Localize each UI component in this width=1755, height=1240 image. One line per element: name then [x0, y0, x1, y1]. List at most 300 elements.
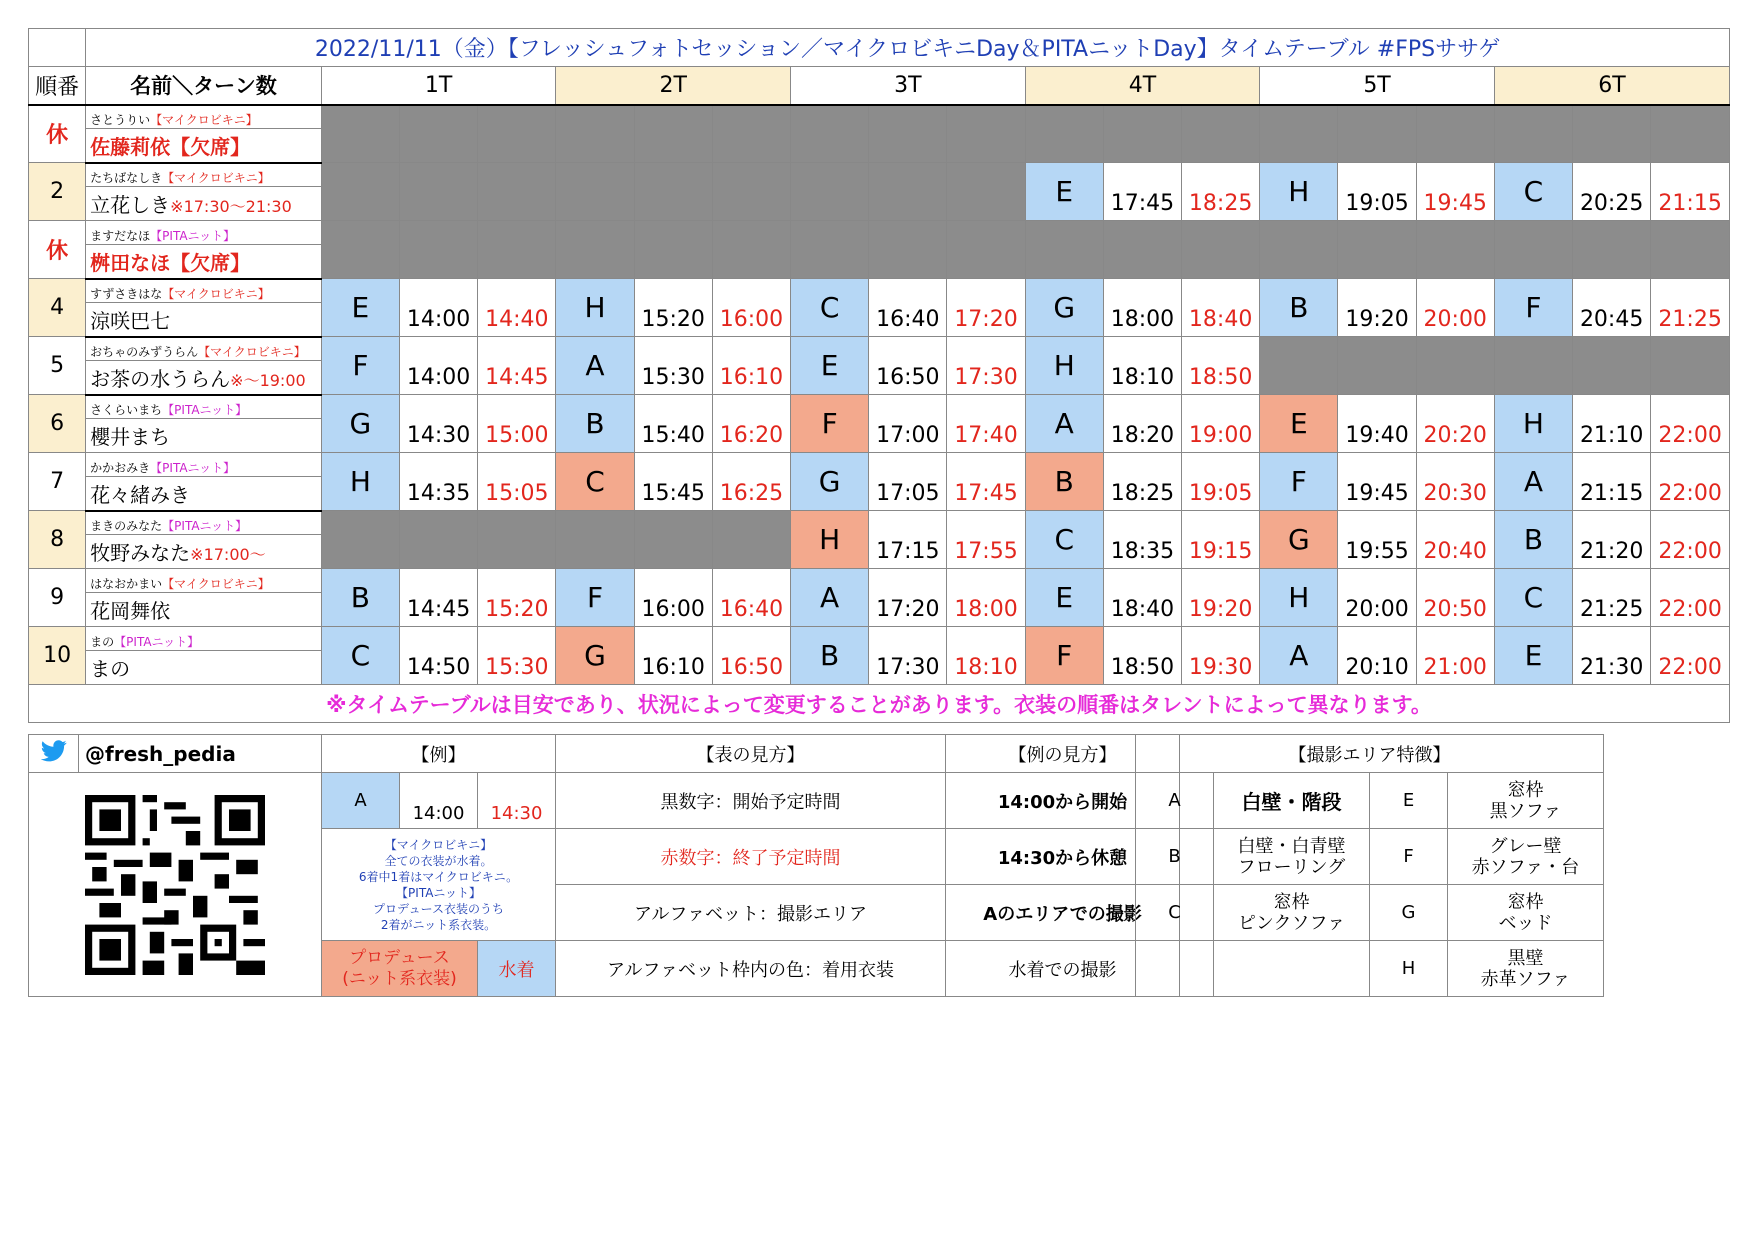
furigana: まの	[90, 635, 115, 649]
end-time: 18:10	[947, 627, 1025, 685]
area-h-desc	[1448, 941, 1604, 997]
area-e-letter: E	[1370, 773, 1448, 829]
unavailable-cell	[321, 511, 399, 569]
area-c-letter: C	[1136, 885, 1214, 941]
start-time: 15:40	[634, 395, 712, 453]
table-row	[29, 453, 1730, 477]
area-letter-cell: E	[1025, 163, 1103, 221]
start-time: 17:30	[869, 627, 947, 685]
order-cell: 9	[29, 569, 86, 627]
area-letter-cell: A	[556, 337, 634, 395]
area-e-line2: 黒ソファ	[1489, 800, 1562, 822]
unavailable-cell	[1338, 337, 1416, 395]
area-g-line1: 窓枠	[1507, 891, 1544, 913]
timetable	[28, 28, 1730, 723]
legend-exhow-4: 水着での撮影	[946, 941, 1180, 997]
unavailable-cell	[556, 163, 634, 221]
unavailable-cell	[947, 221, 1025, 279]
talent-name: 櫻井まち	[90, 425, 171, 449]
start-time: 18:20	[1103, 395, 1181, 453]
costume-tag: 【PITAニット】	[150, 229, 236, 243]
area-letter-cell: E	[321, 279, 399, 337]
knit-line-2: 2着がニット系衣装。	[380, 917, 497, 932]
end-time: 15:05	[478, 453, 556, 511]
qr-code[interactable]	[29, 773, 322, 997]
order-cell: 休	[29, 221, 86, 279]
end-time: 16:10	[712, 337, 790, 395]
table-row	[29, 337, 1730, 361]
end-time: 15:30	[478, 627, 556, 685]
unavailable-cell	[1573, 221, 1651, 279]
unavailable-cell	[1573, 337, 1651, 395]
start-time: 17:20	[869, 569, 947, 627]
notice-text: ※タイムテーブルは目安であり、状況によって変更することがあります。衣装の順番はタレントによって異なります。	[29, 685, 1730, 723]
end-time: 16:40	[712, 569, 790, 627]
start-time: 19:55	[1338, 511, 1416, 569]
legend-exhow-2: 14:30から休憩	[946, 829, 1180, 885]
area-head: 【撮影エリア特徴】	[1136, 735, 1604, 773]
costume-tag: 【PITAニット】	[162, 519, 248, 533]
unavailable-cell	[1494, 337, 1572, 395]
end-time: 22:00	[1651, 453, 1730, 511]
unavailable-cell	[1182, 105, 1260, 163]
start-time: 18:00	[1103, 279, 1181, 337]
furigana-cell	[86, 453, 322, 477]
end-time: 18:40	[1182, 279, 1260, 337]
area-letter-cell: H	[1260, 163, 1338, 221]
area-letter-cell: G	[791, 453, 869, 511]
twitter-handle[interactable]: @fresh_pedia	[79, 735, 322, 773]
table-row	[29, 627, 1730, 651]
unavailable-cell	[791, 163, 869, 221]
talent-name: まの	[90, 657, 131, 681]
area-c-desc	[1214, 885, 1370, 941]
legend-produce-swatch	[322, 941, 478, 997]
page-title: 2022/11/11（金）【フレッシュフォトセッション／マイクロビキニDay＆PITAニットDay】タイムテーブル #FPSササゲ	[86, 29, 1730, 67]
talent-name-cell	[86, 651, 322, 685]
area-b-line1: 白壁・白青壁	[1237, 835, 1346, 857]
furigana-cell	[86, 337, 322, 361]
area-h-line1: 黒壁	[1507, 947, 1544, 969]
unavailable-cell	[1338, 221, 1416, 279]
end-time: 19:15	[1182, 511, 1260, 569]
talent-name: 花々緒みき	[90, 482, 191, 507]
legend-example-head: 【例】	[322, 735, 556, 773]
talent-name: 桝田なほ【欠席】	[90, 250, 251, 275]
furigana: おちゃのみずうらん	[90, 345, 199, 359]
area-letter-cell: E	[1494, 627, 1572, 685]
unavailable-cell	[478, 511, 556, 569]
furigana: さとうりい	[90, 113, 151, 127]
end-time: 15:00	[478, 395, 556, 453]
start-time: 20:25	[1573, 163, 1651, 221]
furigana: まきのみなた	[90, 519, 163, 533]
legend-how-3: アルファベット：撮影エリア	[556, 885, 946, 941]
knit-line-1: プロデュース衣装のうち	[372, 901, 505, 916]
legend-how-4: アルファベット枠内の色：着用衣装	[556, 941, 946, 997]
furigana: さくらいまち	[90, 403, 163, 417]
end-time: 20:40	[1416, 511, 1494, 569]
unavailable-cell	[634, 163, 712, 221]
produce-line-1: プロデュース	[349, 947, 450, 968]
area-letter-cell: H	[321, 453, 399, 511]
area-f-line1: グレー壁	[1489, 835, 1562, 857]
area-c-line1: 窓枠	[1273, 891, 1310, 913]
start-time: 17:45	[1103, 163, 1181, 221]
unavailable-cell	[400, 221, 478, 279]
unavailable-cell	[1651, 221, 1730, 279]
area-g-letter: G	[1370, 885, 1448, 941]
talent-name: 花岡舞依	[90, 599, 171, 623]
order-cell: 5	[29, 337, 86, 395]
talent-name-cell	[86, 303, 322, 337]
furigana-cell	[86, 569, 322, 593]
start-time: 15:20	[634, 279, 712, 337]
legend-how-head: 【表の見方】	[556, 735, 946, 773]
end-time: 18:50	[1182, 337, 1260, 395]
unavailable-cell	[634, 511, 712, 569]
end-time: 16:00	[712, 279, 790, 337]
unavailable-cell	[1182, 221, 1260, 279]
end-time: 20:00	[1416, 279, 1494, 337]
unavailable-cell	[400, 511, 478, 569]
area-letter-cell: H	[1025, 337, 1103, 395]
unavailable-cell	[869, 105, 947, 163]
area-letter-cell: E	[791, 337, 869, 395]
unavailable-cell	[1260, 337, 1338, 395]
legend-area	[28, 734, 1730, 994]
order-cell: 7	[29, 453, 86, 511]
unavailable-cell	[478, 163, 556, 221]
talent-name: 佐藤莉依【欠席】	[90, 134, 251, 159]
start-time: 20:00	[1338, 569, 1416, 627]
area-letter-cell: C	[1025, 511, 1103, 569]
start-time: 16:00	[634, 569, 712, 627]
area-a-letter: A	[1136, 773, 1214, 829]
start-time: 20:45	[1573, 279, 1651, 337]
end-time: 22:00	[1651, 627, 1730, 685]
header-name: 名前＼ターン数	[86, 67, 322, 105]
table-row	[29, 569, 1730, 593]
area-b-line2: フローリング	[1237, 856, 1346, 878]
header-turn-3: 3T	[791, 67, 1026, 105]
unavailable-cell	[321, 221, 399, 279]
area-letter-cell: A	[791, 569, 869, 627]
area-letter-cell: G	[1025, 279, 1103, 337]
table-row	[29, 395, 1730, 419]
area-blank-2	[1214, 941, 1370, 997]
start-time: 15:45	[634, 453, 712, 511]
end-time: 17:30	[947, 337, 1025, 395]
unavailable-cell	[1573, 105, 1651, 163]
start-time: 14:00	[400, 279, 478, 337]
start-time: 14:00	[400, 337, 478, 395]
unavailable-cell	[556, 511, 634, 569]
end-time: 14:45	[478, 337, 556, 395]
header-turn-4: 4T	[1025, 67, 1260, 105]
unavailable-cell	[321, 163, 399, 221]
furigana: すずさきはな	[90, 287, 163, 301]
area-letter-cell: F	[1260, 453, 1338, 511]
start-time: 20:10	[1338, 627, 1416, 685]
start-time: 19:40	[1338, 395, 1416, 453]
area-letter-cell: B	[1260, 279, 1338, 337]
knit-title: 【PITAニット】	[396, 885, 481, 900]
area-letter-cell: B	[1494, 511, 1572, 569]
start-time: 21:30	[1573, 627, 1651, 685]
furigana-cell	[86, 395, 322, 419]
end-time: 19:05	[1182, 453, 1260, 511]
unavailable-cell	[478, 105, 556, 163]
end-time: 19:00	[1182, 395, 1260, 453]
area-letter-cell: F	[1025, 627, 1103, 685]
area-blank-1	[1136, 941, 1214, 997]
area-a-desc: 白壁・階段	[1214, 773, 1370, 829]
start-time: 14:30	[400, 395, 478, 453]
unavailable-cell	[556, 221, 634, 279]
twitter-icon	[29, 735, 79, 773]
legend-exhow-3: Aのエリアでの撮影	[946, 885, 1180, 941]
header-turn-5: 5T	[1260, 67, 1495, 105]
unavailable-cell	[1260, 105, 1338, 163]
furigana: ますだなほ	[90, 229, 151, 243]
unavailable-cell	[1025, 221, 1103, 279]
area-letter-cell: B	[321, 569, 399, 627]
furigana: かかおみき	[90, 461, 151, 475]
end-time: 19:30	[1182, 627, 1260, 685]
area-letter-cell: C	[321, 627, 399, 685]
legend-table	[28, 734, 1180, 997]
area-letter-cell: C	[1494, 163, 1572, 221]
unavailable-cell	[634, 221, 712, 279]
end-time: 17:55	[947, 511, 1025, 569]
end-time: 21:15	[1651, 163, 1730, 221]
talent-name-cell	[86, 245, 322, 279]
costume-tag: 【マイクロビキニ】	[162, 171, 270, 185]
area-b-desc	[1214, 829, 1370, 885]
area-letter-cell: E	[1025, 569, 1103, 627]
area-g-line2: ベッド	[1498, 912, 1553, 934]
end-time: 20:30	[1416, 453, 1494, 511]
start-time: 18:50	[1103, 627, 1181, 685]
order-cell: 10	[29, 627, 86, 685]
area-letter-cell: A	[1494, 453, 1572, 511]
talent-name-cell	[86, 593, 322, 627]
talent-name: 涼咲巴七	[90, 308, 171, 333]
legend-how-2: 赤数字：終了予定時間	[556, 829, 946, 885]
start-time: 19:20	[1338, 279, 1416, 337]
header-turn-1: 1T	[321, 67, 556, 105]
unavailable-cell	[1338, 105, 1416, 163]
legend-costume-desc	[322, 829, 556, 941]
table-row	[29, 279, 1730, 303]
end-time: 22:00	[1651, 511, 1730, 569]
end-time: 17:40	[947, 395, 1025, 453]
furigana-cell	[86, 511, 322, 535]
legend-exhow-1: 14:00から開始	[946, 773, 1180, 829]
costume-tag: 【マイクロビキニ】	[150, 113, 258, 127]
unavailable-cell	[1651, 337, 1730, 395]
area-f-desc	[1448, 829, 1604, 885]
start-time: 16:10	[634, 627, 712, 685]
costume-tag: 【PITAニット】	[114, 635, 200, 649]
talent-name: お茶の水うらん	[90, 366, 231, 391]
bikini-line-2: 6着中1着はマイクロビキニ。	[358, 869, 519, 884]
area-h-line2: 赤革ソファ	[1480, 968, 1571, 990]
costume-tag: 【マイクロビキニ】	[198, 345, 306, 359]
area-e-line1: 窓枠	[1507, 779, 1544, 801]
order-cell: 8	[29, 511, 86, 569]
time-note: ※17:00～	[190, 545, 266, 564]
unavailable-cell	[1416, 337, 1494, 395]
unavailable-cell	[712, 163, 790, 221]
area-letter-cell: A	[1025, 395, 1103, 453]
unavailable-cell	[712, 221, 790, 279]
end-time: 20:50	[1416, 569, 1494, 627]
start-time: 16:50	[869, 337, 947, 395]
costume-tag: 【PITAニット】	[162, 403, 248, 417]
area-letter-cell: F	[321, 337, 399, 395]
talent-name: 立花しき	[90, 193, 171, 217]
area-letter-cell: F	[1494, 279, 1572, 337]
unavailable-cell	[791, 221, 869, 279]
start-time: 17:15	[869, 511, 947, 569]
area-f-line2: 赤ソファ・台	[1471, 856, 1580, 878]
time-note: ※～19:00	[230, 370, 306, 390]
area-f-letter: F	[1370, 829, 1448, 885]
talent-name: 牧野みなた	[90, 541, 191, 565]
legend-swimsuit-swatch: 水着	[478, 941, 556, 997]
unavailable-cell	[1494, 221, 1572, 279]
order-cell: 6	[29, 395, 86, 453]
furigana: はなおかまい	[90, 577, 163, 591]
table-row	[29, 105, 1730, 129]
furigana-cell	[86, 627, 322, 651]
start-time: 16:40	[869, 279, 947, 337]
area-g-desc	[1448, 885, 1604, 941]
unavailable-cell	[947, 105, 1025, 163]
start-time: 17:00	[869, 395, 947, 453]
start-time: 21:10	[1573, 395, 1651, 453]
start-time: 21:25	[1573, 569, 1651, 627]
start-time: 18:35	[1103, 511, 1181, 569]
talent-name-cell	[86, 187, 322, 221]
unavailable-cell	[712, 511, 790, 569]
bikini-line-1: 全ての衣装が水着。	[384, 853, 493, 868]
unavailable-cell	[947, 163, 1025, 221]
start-time: 14:45	[400, 569, 478, 627]
end-time: 15:20	[478, 569, 556, 627]
unavailable-cell	[869, 163, 947, 221]
unavailable-cell	[1416, 105, 1494, 163]
start-time: 18:10	[1103, 337, 1181, 395]
start-time: 15:30	[634, 337, 712, 395]
legend-exhow-head: 【例の見方】	[946, 735, 1180, 773]
talent-name-cell	[86, 535, 322, 569]
unavailable-cell	[1103, 105, 1181, 163]
start-time: 18:40	[1103, 569, 1181, 627]
legend-how-1: 黒数字：開始予定時間	[556, 773, 946, 829]
area-letter-cell: E	[1260, 395, 1338, 453]
area-letter-cell: A	[1260, 627, 1338, 685]
legend-example-end: 14:30	[478, 773, 556, 829]
end-time: 19:20	[1182, 569, 1260, 627]
legend-example-start: 14:00	[400, 773, 478, 829]
unavailable-cell	[321, 105, 399, 163]
unavailable-cell	[1494, 105, 1572, 163]
area-table	[1135, 734, 1604, 997]
talent-name-cell	[86, 129, 322, 163]
start-time: 14:35	[400, 453, 478, 511]
area-letter-cell: F	[791, 395, 869, 453]
area-h-letter: H	[1370, 941, 1448, 997]
unavailable-cell	[1025, 105, 1103, 163]
unavailable-cell	[1651, 105, 1730, 163]
area-b-letter: B	[1136, 829, 1214, 885]
unavailable-cell	[791, 105, 869, 163]
talent-name-cell	[86, 477, 322, 511]
area-letter-cell: C	[1494, 569, 1572, 627]
furigana: たちばなしき	[90, 171, 163, 185]
start-time: 21:15	[1573, 453, 1651, 511]
furigana-cell	[86, 221, 322, 245]
area-letter-cell: B	[791, 627, 869, 685]
end-time: 16:50	[712, 627, 790, 685]
unavailable-cell	[1103, 221, 1181, 279]
end-time: 20:20	[1416, 395, 1494, 453]
timetable-page	[28, 28, 1730, 990]
order-cell: 休	[29, 105, 86, 163]
area-letter-cell: C	[556, 453, 634, 511]
header-order: 順番	[29, 67, 86, 105]
start-time: 19:45	[1338, 453, 1416, 511]
area-letter-cell: G	[556, 627, 634, 685]
talent-name-cell	[86, 419, 322, 453]
end-time: 22:00	[1651, 569, 1730, 627]
unavailable-cell	[1416, 221, 1494, 279]
end-time: 17:20	[947, 279, 1025, 337]
area-e-desc	[1448, 773, 1604, 829]
end-time: 14:40	[478, 279, 556, 337]
end-time: 21:00	[1416, 627, 1494, 685]
unavailable-cell	[712, 105, 790, 163]
area-letter-cell: H	[556, 279, 634, 337]
table-row	[29, 221, 1730, 245]
order-cell: 2	[29, 163, 86, 221]
unavailable-cell	[478, 221, 556, 279]
end-time: 18:00	[947, 569, 1025, 627]
time-note: ※17:30～21:30	[170, 197, 292, 216]
start-time: 14:50	[400, 627, 478, 685]
area-letter-cell: C	[791, 279, 869, 337]
end-time: 19:45	[1416, 163, 1494, 221]
area-letter-cell: F	[556, 569, 634, 627]
produce-line-2: (ニット系衣装)	[342, 968, 457, 989]
start-time: 18:25	[1103, 453, 1181, 511]
furigana-cell	[86, 105, 322, 129]
qr-code-image	[85, 795, 265, 975]
header-turn-6: 6T	[1494, 67, 1729, 105]
costume-tag: 【マイクロビキニ】	[162, 577, 270, 591]
furigana-cell	[86, 279, 322, 303]
corner-blank	[29, 29, 86, 67]
end-time: 16:20	[712, 395, 790, 453]
unavailable-cell	[400, 163, 478, 221]
unavailable-cell	[634, 105, 712, 163]
order-cell: 4	[29, 279, 86, 337]
start-time: 17:05	[869, 453, 947, 511]
unavailable-cell	[869, 221, 947, 279]
